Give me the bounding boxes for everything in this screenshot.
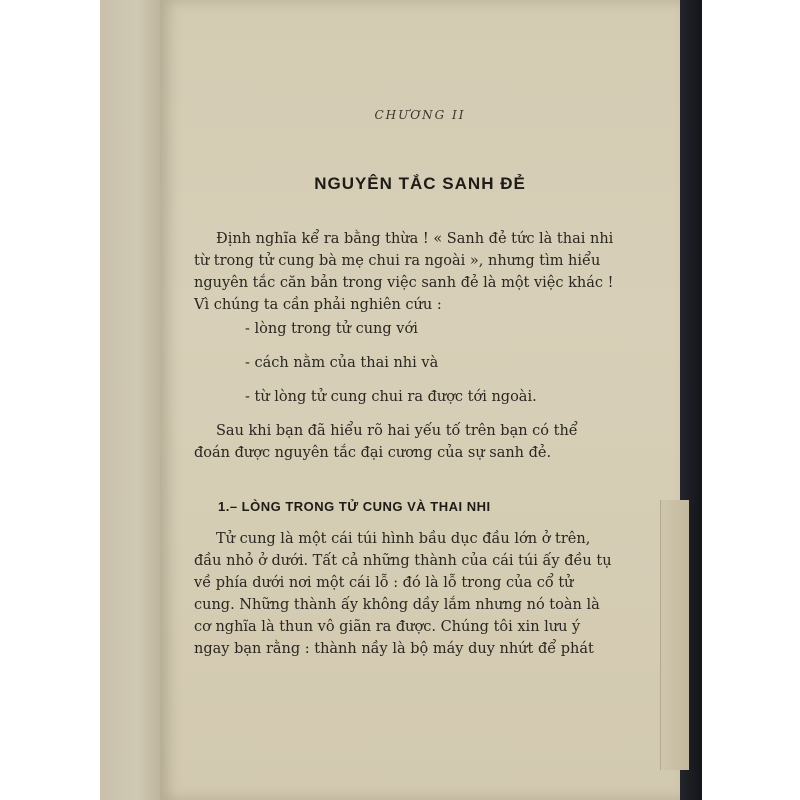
intro-line: từ trong tử cung bà mẹ chui ra ngoài », nhưng tìm hiểu — [194, 253, 601, 269]
list-item: - cách nằm của thai nhi và — [245, 355, 439, 371]
section-heading: 1.– LÒNG TRONG TỬ CUNG VÀ THAI NHI — [218, 499, 491, 514]
chapter-label: CHƯƠNG II — [374, 108, 466, 122]
section-line: đầu nhỏ ở dưới. Tất cả những thành của cái túi ấy đều tụ — [194, 553, 612, 569]
section-line: cơ nghĩa là thun vô giãn ra được. Chúng tôi xin lưu ý — [194, 619, 581, 635]
section-line: ngay bạn rằng : thành nầy là bộ máy duy nhứt để phát — [194, 641, 594, 657]
section-line: cung. Những thành ấy không dầy lắm nhưng nó toàn là — [194, 597, 600, 613]
summary-line: đoán được nguyên tắc đại cương của sự sanh đẻ. — [194, 445, 552, 461]
section-line: Tử cung là một cái túi hình bầu dục đầu lớn ở trên, — [216, 531, 591, 547]
intro-line: nguyên tắc căn bản trong việc sanh đẻ là một việc khác ! — [194, 275, 614, 291]
background-left — [0, 0, 100, 800]
list-item: - lòng trong tử cung với — [245, 321, 418, 337]
page-title: NGUYÊN TẮC SANH ĐẺ — [314, 174, 526, 193]
background-right — [700, 0, 800, 800]
topic-list — [245, 318, 537, 420]
section-line: về phía dưới nơi một cái lỗ : đó là lỗ trong của cổ tử — [194, 575, 574, 591]
intro-line: Định nghĩa kể ra bằng thừa ! « Sanh đẻ tức là thai nhi — [216, 231, 614, 247]
summary-paragraph — [194, 420, 659, 464]
intro-paragraph — [194, 228, 659, 316]
section-paragraph — [194, 528, 659, 660]
intro-line: Vì chúng ta cần phải nghiên cứu : — [194, 297, 442, 313]
left-page-edge — [100, 0, 163, 800]
list-item: - từ lòng tử cung chui ra được tới ngoài. — [245, 389, 537, 405]
page-stack-edge — [660, 500, 689, 770]
summary-line: Sau khi bạn đã hiểu rõ hai yếu tố trên bạn có thể — [216, 423, 578, 439]
book-page — [160, 0, 680, 800]
